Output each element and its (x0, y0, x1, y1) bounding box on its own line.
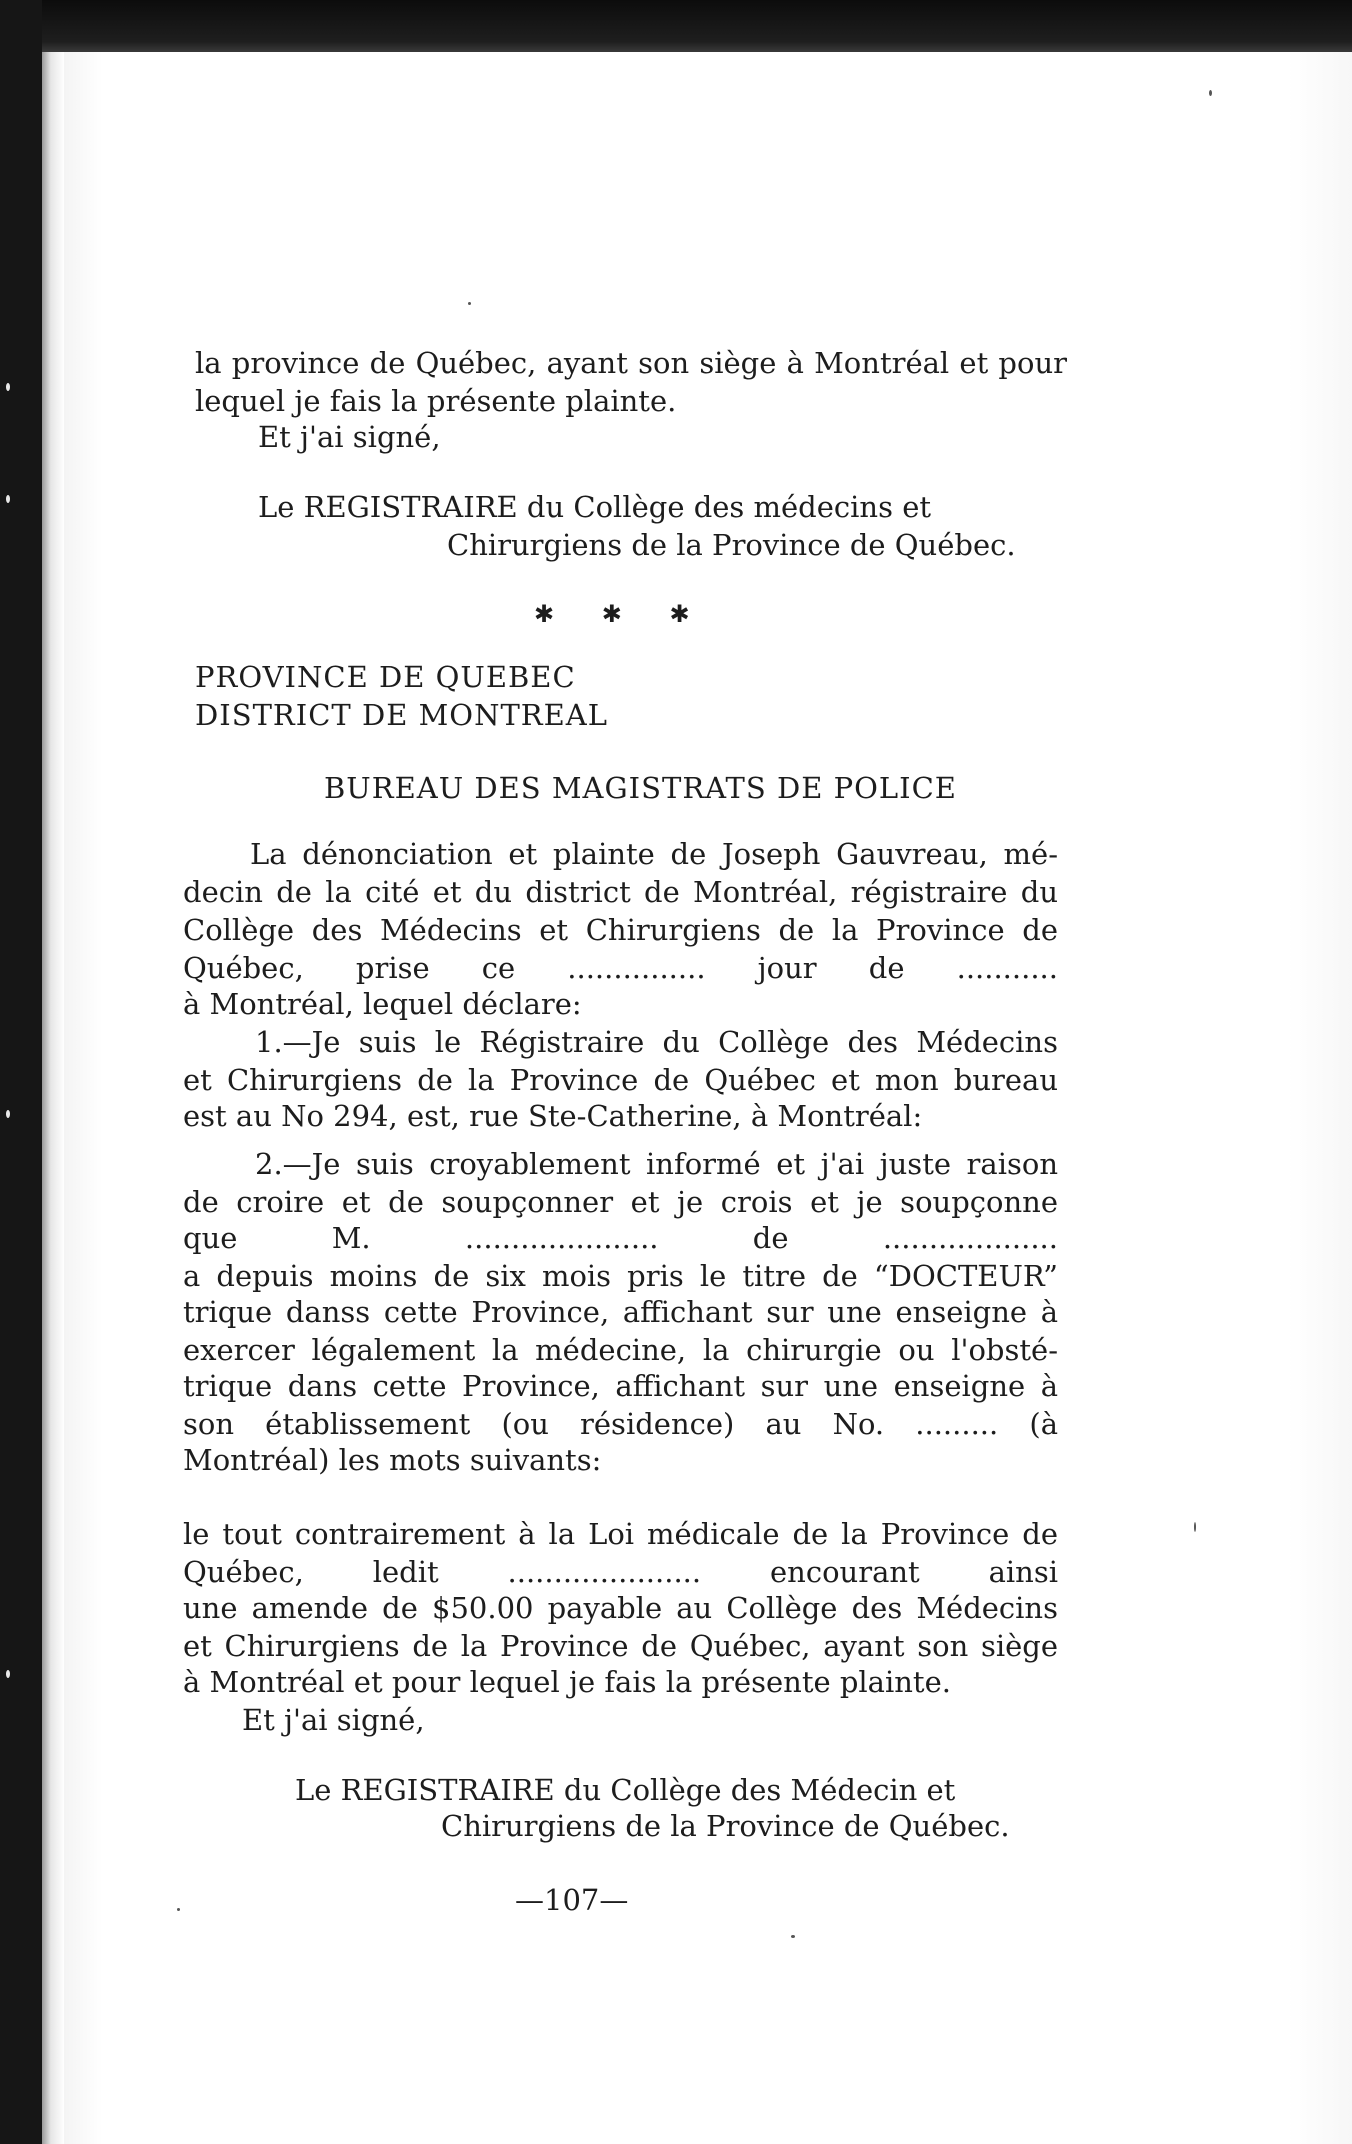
heading-bureau: BUREAU DES MAGISTRATS DE POLICE (324, 771, 957, 805)
scan-border-left (0, 0, 42, 2144)
top-signed: Et j'ai signé, (258, 420, 441, 454)
top-signature-line-2: Chirurgiens de la Province de Québec. (447, 528, 1016, 562)
conclusion-line-3: une amende de $50.00 payable au Collège des Médecins (183, 1591, 1058, 1625)
point-2-line-6: exercer légalement la médecine, la chirurgie ou l'obsté- (183, 1333, 1058, 1367)
scan-speck (791, 1935, 795, 1938)
scan-speck (1209, 90, 1212, 96)
page-number: —107— (515, 1883, 629, 1917)
intro-line-3: Collège des Médecins et Chirurgiens de la Province de (183, 913, 1058, 947)
gutter-mark (6, 495, 10, 503)
point-1-line-2: et Chirurgiens de la Province de Québec et mon bureau (183, 1063, 1058, 1097)
point-2-line-7: trique dans cette Province, affichant sur une enseigne à (183, 1369, 1058, 1403)
point-2-line-2: de croire et de soupçonner et je crois et je soupçonne (183, 1185, 1058, 1219)
heading-district: DISTRICT DE MONTREAL (195, 698, 608, 732)
scan-speck (177, 1908, 180, 1911)
body-signature-line-1: Le REGISTRAIRE du Collège des Médecin et (295, 1773, 956, 1807)
separator-asterisks: ✱ ✱ ✱ (534, 600, 710, 628)
gutter-mark (6, 383, 10, 391)
intro-line-4: Québec, prise ce ............... jour de ........... (183, 951, 1058, 985)
point-2-line-5: trique danss cette Province, affichant sur une enseigne à (183, 1295, 1058, 1329)
body-signed: Et j'ai signé, (242, 1703, 425, 1737)
point-2-line-8: son établissement (ou résidence) au No. ......... (à (183, 1407, 1058, 1441)
scan-speck (468, 302, 471, 305)
top-line-2: lequel je fais la présente plainte. (195, 384, 677, 418)
point-2-line-4: a depuis moins de six mois pris le titre de “DOCTEUR” (183, 1259, 1058, 1293)
point-2-line-3: que M. ..................... de ................... (183, 1221, 1058, 1255)
top-signature-line-1: Le REGISTRAIRE du Collège des médecins et (258, 490, 932, 524)
intro-line-2: decin de la cité et du district de Montréal, régistraire du (183, 875, 1058, 909)
gutter-mark (6, 1110, 10, 1118)
intro-line-1: La dénonciation et plainte de Joseph Gauvreau, mé- (250, 837, 1058, 871)
point-1-line-3: est au No 294, est, rue Ste-Catherine, à Montréal: (183, 1099, 923, 1133)
intro-line-5: à Montréal, lequel déclare: (183, 987, 582, 1021)
body-signature-line-2: Chirurgiens de la Province de Québec. (441, 1809, 1010, 1843)
book-gutter-shadow (42, 52, 64, 2144)
point-1-line-1: 1.—Je suis le Régistraire du Collège des Médecins (255, 1025, 1058, 1059)
gutter-mark (6, 1670, 10, 1678)
conclusion-line-2: Québec, ledit ..................... encourant ainsi (183, 1555, 1058, 1589)
point-2-line-1: 2.—Je suis croyablement informé et j'ai juste raison (255, 1147, 1058, 1181)
top-line-1: la province de Québec, ayant son siège à Montréal et pour (195, 346, 1067, 380)
scan-border-top (0, 0, 1352, 52)
conclusion-line-1: le tout contrairement à la Loi médicale de la Province de (183, 1517, 1058, 1551)
conclusion-line-4: et Chirurgiens de la Province de Québec, ayant son siège (183, 1629, 1058, 1663)
conclusion-line-5: à Montréal et pour lequel je fais la présente plainte. (183, 1665, 951, 1699)
point-2-line-9: Montréal) les mots suivants: (183, 1443, 602, 1477)
heading-province: PROVINCE DE QUEBEC (195, 660, 576, 694)
scan-speck (1194, 1522, 1196, 1532)
book-page (64, 52, 1352, 2144)
